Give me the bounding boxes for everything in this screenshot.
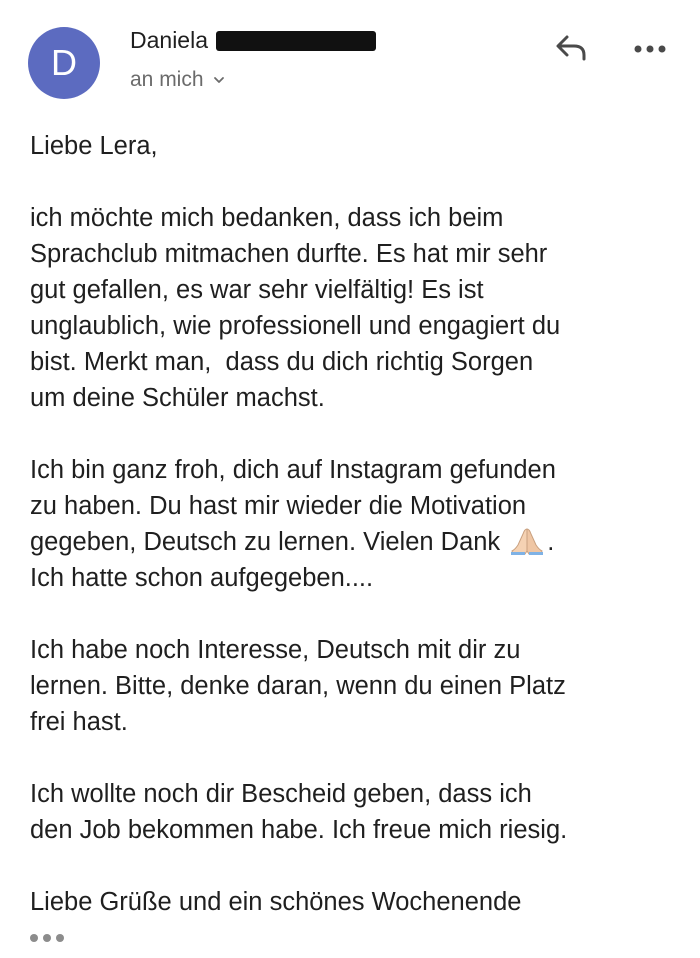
message-body [30,128,680,920]
greeting: Liebe Lera, [30,132,158,160]
avatar-letter: D [51,42,77,83]
paragraph-interest: Ich habe noch Interesse, Deutsch mit dir zu lernen. Bitte, denke daran, wenn du einen Platz frei hast. [30,636,566,736]
chevron-down-icon [212,73,226,87]
more-options-button[interactable] [628,28,672,72]
reply-button[interactable] [550,28,594,72]
paragraph-instagram [30,452,680,596]
closing: Liebe Grüße und ein schönes Wochenende [30,888,522,916]
recipient-toggle[interactable] [130,64,226,96]
sender-avatar[interactable] [28,27,100,99]
paragraph-instagram-text-end: . Ich hatte schon aufgegeben.... [30,528,555,592]
sender-row [130,24,376,56]
more-horizontal-icon [633,41,667,59]
paragraph-job: Ich wollte noch dir Bescheid geben, dass ich den Job bekommen habe. Ich freue mich riesig. [30,780,568,844]
folded-hands-emoji [507,527,547,555]
reply-icon [554,33,590,68]
paragraph-instagram-text: Ich bin ganz froh, dich auf Instagram gefunden zu haben. Du hast mir wieder die Motivation gegeben, Deutsch zu lernen. Vielen Dank [30,456,556,556]
recipient-label: an mich [130,68,204,91]
ellipsis-icon[interactable] [30,934,64,942]
redaction-mark [216,31,376,51]
sender-name[interactable]: Daniela [130,26,208,53]
paragraph-thanks: ich möchte mich bedanken, dass ich beim Sprachclub mitmachen durfte. Es hat mir sehr gut gefallen, es war sehr vielfältig! Es ist unglaublich, wie professionell und engagiert du bist. Merkt man, dass du dich richtig Sorgen um deine Schüler machst. [30,204,561,412]
